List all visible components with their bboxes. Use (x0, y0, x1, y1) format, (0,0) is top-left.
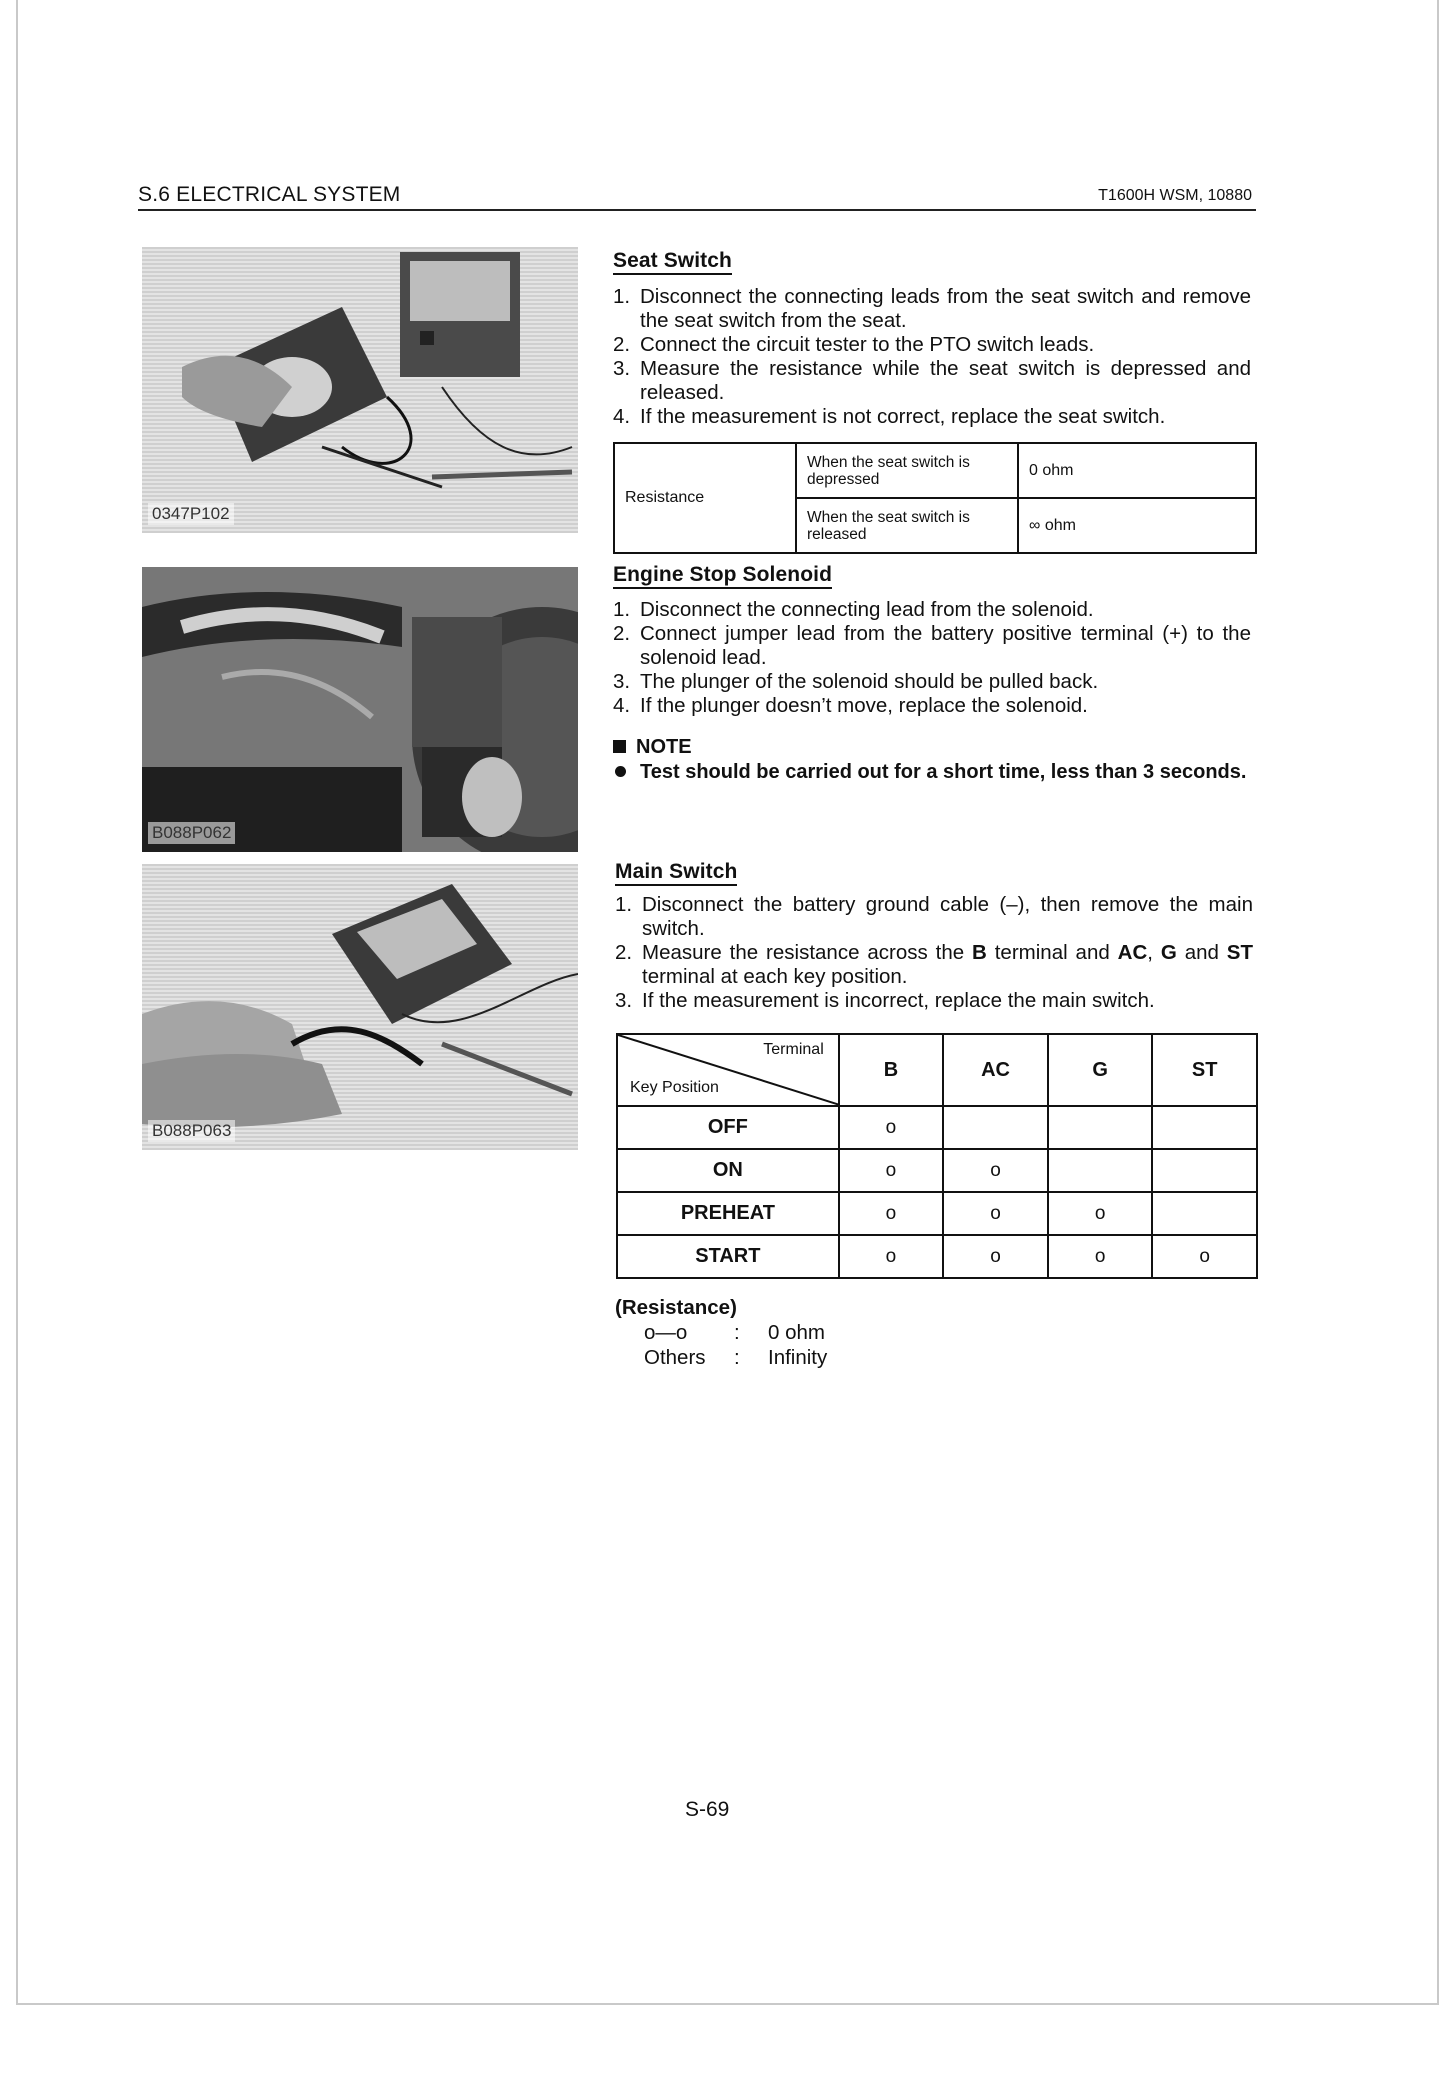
continuity-cell: o (839, 1149, 943, 1192)
key-position-cell: OFF (617, 1106, 839, 1149)
page-number: S-69 (685, 1798, 730, 1821)
header-corner-cell (617, 1034, 839, 1106)
continuity-cell (1048, 1149, 1152, 1192)
continuity-cell: o (943, 1192, 1048, 1235)
legend-symbol: Others (644, 1346, 706, 1369)
continuity-cell: o (1152, 1235, 1257, 1278)
main-switch-title: Main Switch (615, 860, 737, 884)
continuity-cell: o (1048, 1235, 1152, 1278)
legend-value: 0 ohm (768, 1321, 825, 1344)
photo-engine-stop-solenoid (142, 567, 578, 852)
square-bullet-icon (613, 740, 626, 753)
list-item: 3. The plunger of the solenoid should be pulled back. (613, 670, 1099, 693)
legend-row: Others : Infinity (644, 1346, 828, 1369)
seat-switch-title: Seat Switch (613, 249, 732, 273)
terminal-label: Terminal (763, 1041, 824, 1058)
key-position-cell: PREHEAT (617, 1192, 839, 1235)
photo-caption: 0347P102 (148, 503, 234, 525)
list-item: 1. Disconnect the battery ground cable (–), then remove the main switch. (615, 893, 1253, 940)
table-row (614, 443, 1256, 498)
column-header-b: B (839, 1034, 943, 1106)
continuity-cell (1152, 1149, 1257, 1192)
continuity-cell (1152, 1106, 1257, 1149)
value-released: ∞ ohm (1018, 498, 1256, 553)
table-row (617, 1192, 1257, 1235)
value-depressed: 0 ohm (1018, 443, 1256, 498)
continuity-cell: o (943, 1149, 1048, 1192)
resistance-legend (615, 1295, 827, 1370)
key-position-cell: ON (617, 1149, 839, 1192)
main-switch-steps (615, 893, 1253, 1013)
key-position-label: Key Position (630, 1079, 719, 1096)
continuity-cell: o (943, 1235, 1048, 1278)
manual-reference: T1600H WSM, 10880 (1098, 187, 1252, 204)
photo-seat-switch (142, 247, 578, 533)
list-item: 2. Connect jumper lead from the battery positive terminal (+) to the solenoid lead. (613, 622, 1251, 669)
list-item: 2. Connect the circuit tester to the PTO switch leads. (613, 333, 1095, 356)
table-header-row (617, 1034, 1257, 1106)
engine-stop-solenoid-photo-icon (142, 567, 578, 852)
key-position-cell: START (617, 1235, 839, 1278)
page-header (138, 183, 1256, 211)
note-heading: NOTE (613, 736, 692, 759)
list-item: 3. Measure the resistance while the seat switch is depressed and released. (613, 357, 1251, 404)
seat-switch-steps (613, 285, 1251, 429)
note-text: Test should be carried out for a short time, less than 3 seconds. (613, 760, 1251, 784)
photo-main-switch (142, 864, 578, 1150)
continuity-cell (943, 1106, 1048, 1149)
list-item: 1. Disconnect the connecting leads from the seat switch and remove the seat switch from the seat. (613, 285, 1251, 332)
list-item: 4. If the measurement is not correct, replace the seat switch. (613, 405, 1166, 428)
circuit-tester-seat-switch-photo-icon (142, 247, 578, 533)
table-row (617, 1235, 1257, 1278)
legend-row: o—o : 0 ohm (644, 1321, 825, 1344)
legend-title: (Resistance) (615, 1296, 737, 1319)
engine-stop-steps (613, 598, 1251, 718)
list-item: 3. If the measurement is incorrect, replace the main switch. (615, 989, 1155, 1012)
resistance-label: Resistance (614, 443, 796, 553)
photo-caption: B088P062 (148, 822, 235, 844)
column-header-st: ST (1152, 1034, 1257, 1106)
section-heading: S.6 ELECTRICAL SYSTEM (138, 183, 401, 206)
condition-released: When the seat switch is released (796, 498, 1018, 553)
legend-symbol: o—o (644, 1321, 688, 1344)
column-header-ac: AC (943, 1034, 1048, 1106)
continuity-cell: o (839, 1235, 943, 1278)
circuit-tester-main-switch-photo-icon (142, 864, 578, 1150)
continuity-cell (1048, 1106, 1152, 1149)
legend-value: Infinity (768, 1346, 828, 1369)
continuity-cell (1152, 1192, 1257, 1235)
continuity-cell: o (839, 1192, 943, 1235)
list-item: 1. Disconnect the connecting lead from the solenoid. (613, 598, 1094, 621)
engine-stop-solenoid-title: Engine Stop Solenoid (613, 563, 832, 587)
round-bullet-icon (615, 766, 626, 777)
column-header-g: G (1048, 1034, 1152, 1106)
continuity-cell: o (839, 1106, 943, 1149)
seat-switch-resistance-table (613, 442, 1257, 554)
list-item: 4. If the plunger doesn’t move, replace the solenoid. (613, 694, 1088, 717)
continuity-cell: o (1048, 1192, 1152, 1235)
list-item: 2. Measure the resistance across the B terminal and AC, G and ST terminal at each key position. (615, 941, 1253, 988)
condition-depressed: When the seat switch is depressed (796, 443, 1018, 498)
table-row (617, 1106, 1257, 1149)
photo-caption: B088P063 (148, 1120, 235, 1142)
table-row (617, 1149, 1257, 1192)
main-switch-table (616, 1033, 1258, 1279)
